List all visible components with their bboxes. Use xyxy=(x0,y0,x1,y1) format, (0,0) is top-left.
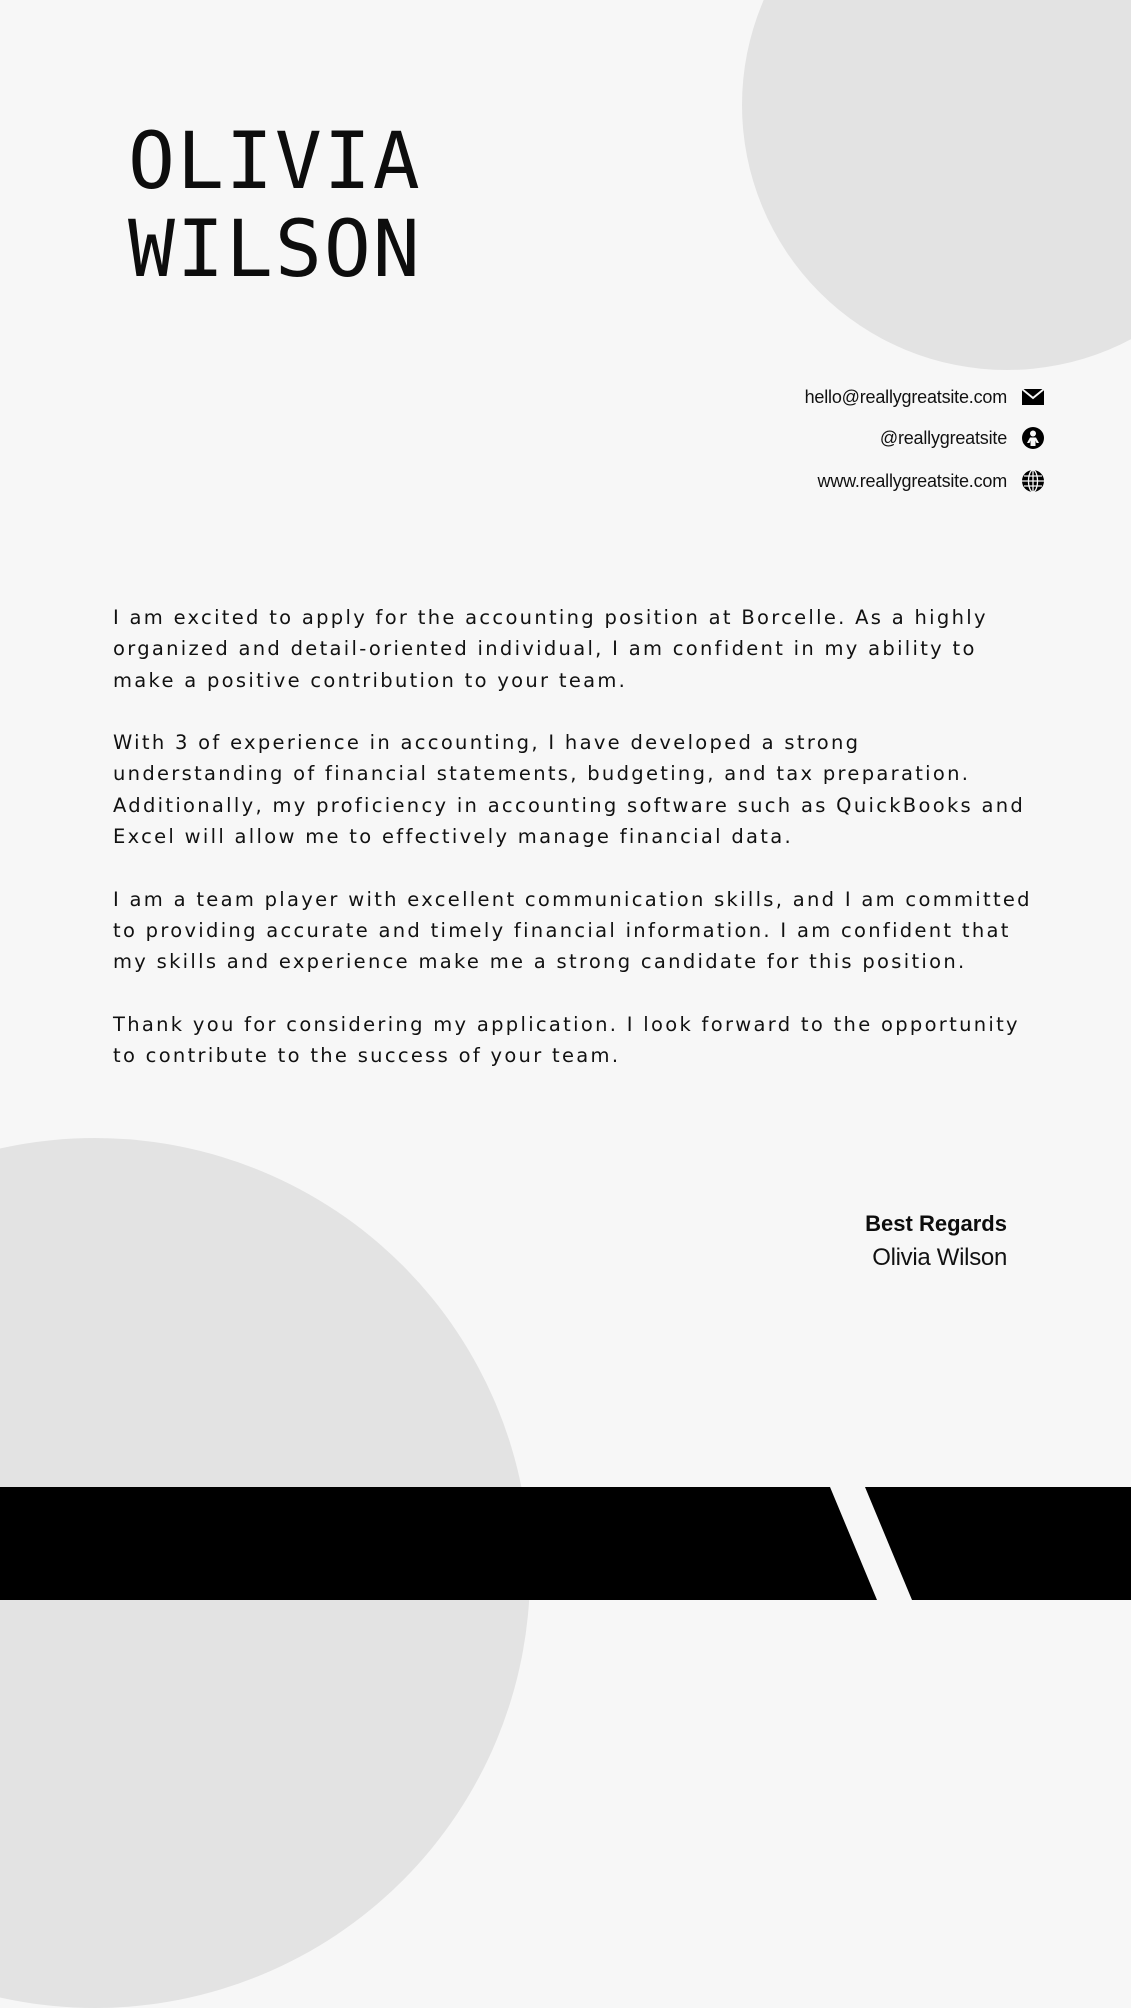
email-text[interactable]: hello@reallygreatsite.com xyxy=(804,386,1007,407)
letter-paragraph: Thank you for considering my application. I look forward to the opportunity to contribute to the success of your team. xyxy=(113,1012,1020,1068)
footer-bar xyxy=(0,1487,1131,1600)
letter-paragraph: I am a team player with excellent communication skills, and I am committed to providing accurate and timely financial information. I am confident that my skills and experience make me a strong candidate for this position. xyxy=(113,887,1032,974)
letter-body xyxy=(113,602,1033,1103)
first-name: OLIVIA xyxy=(128,117,422,207)
letter-paragraph: With 3 of experience in accounting, I have developed a strong understanding of financial statements, budgeting, and tax preparation. Additionally, my proficiency in accounting software such as QuickBooks and Excel will allow me to effectively manage financial data. xyxy=(113,731,1026,849)
contact-info xyxy=(805,386,1045,511)
closing-salutation: Best Regards xyxy=(865,1211,1007,1236)
last-name: WILSON xyxy=(128,205,422,295)
contact-email[interactable] xyxy=(805,386,1045,408)
letter-paragraph: I am excited to apply for the accounting position at Borcelle. As a highly organized and detail-oriented individual, I am confident in my ability to make a positive contribution to your team. xyxy=(113,606,988,692)
contact-website[interactable] xyxy=(818,470,1045,492)
contact-social[interactable] xyxy=(880,427,1045,449)
website-text[interactable]: www.reallygreatsite.com xyxy=(817,470,1007,491)
social-handle-text[interactable]: @reallygreatsite xyxy=(879,427,1007,448)
letter-closing xyxy=(865,1207,1007,1275)
decorative-circle-top-right xyxy=(742,0,1131,370)
signature-name: Olivia Wilson xyxy=(872,1244,1007,1271)
globe-icon xyxy=(1021,469,1045,493)
person-icon xyxy=(1021,426,1045,450)
diagonal-stripe-decoration xyxy=(0,1487,1131,1600)
envelope-icon xyxy=(1021,385,1045,409)
applicant-name xyxy=(128,118,422,294)
